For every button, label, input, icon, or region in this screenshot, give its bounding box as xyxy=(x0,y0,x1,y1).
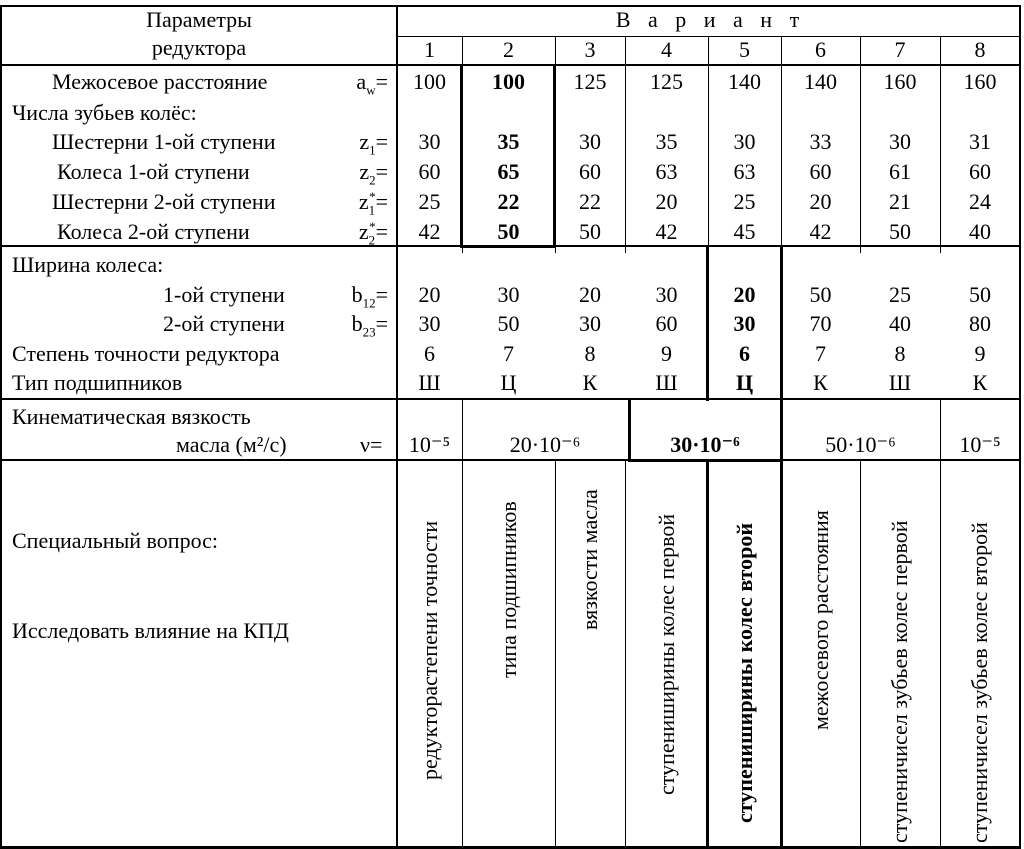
b12-label: 1-ой ступени xyxy=(163,282,285,307)
viscosity-v1: 10⁻⁵ xyxy=(408,432,451,457)
b12-symbol-eq: = xyxy=(375,282,388,307)
z2s-label: Колеса 2-ой ступени xyxy=(57,219,250,244)
b12-symbol xyxy=(351,282,388,311)
col2-box-bottom xyxy=(460,245,556,248)
viscosity-v8: 10⁻⁵ xyxy=(959,432,1001,457)
z1s-value-5: 25 xyxy=(733,189,756,214)
z2s-symbol-letter: z xyxy=(358,219,369,244)
special-topic-6: межосевого расстояния xyxy=(807,510,833,730)
bearing-value-7: Ш xyxy=(888,370,912,395)
z2-value-3: 60 xyxy=(579,159,601,184)
z2-value-7: 61 xyxy=(889,159,911,184)
variant-number-1: 1 xyxy=(424,37,435,62)
aw-symbol-letter: a xyxy=(356,69,367,94)
accuracy-value-5: 6 xyxy=(739,341,750,366)
z2-label: Колеса 1-ой ступени xyxy=(57,159,250,184)
z1s-symbol-sup: * xyxy=(369,188,376,204)
z1-symbol-eq: = xyxy=(375,129,388,154)
bearing-value-2: Ц xyxy=(500,370,517,395)
special-topic-2: типа подшипников xyxy=(495,501,521,678)
aw-symbol-sub: w xyxy=(366,82,376,98)
viscosity-v67: 50·10⁻⁶ xyxy=(825,432,896,457)
variant-number-4: 4 xyxy=(661,37,672,62)
z1s-symbol xyxy=(358,188,388,218)
variant-number-6: 6 xyxy=(815,37,826,62)
z1s-value-3: 22 xyxy=(579,189,601,214)
section-divider-2 xyxy=(0,398,1021,400)
aw-value-5: 140 xyxy=(728,69,761,94)
z2-symbol-eq: = xyxy=(375,159,388,184)
accuracy-value-3: 8 xyxy=(584,341,596,366)
aw-label: Межосевое расстояние xyxy=(52,69,268,94)
z2s-value-7: 50 xyxy=(889,219,911,244)
special-topic-1: редукторастепени точности xyxy=(416,520,442,780)
variant-number-3: 3 xyxy=(584,37,596,62)
z1s-value-6: 20 xyxy=(809,189,832,214)
z1s-value-1: 25 xyxy=(418,189,441,214)
z1-value-8: 31 xyxy=(969,129,991,154)
z1-value-1: 30 xyxy=(418,129,441,154)
aw-value-7: 160 xyxy=(883,69,917,94)
aw-symbol xyxy=(356,69,388,98)
col-divider-bottom-1 xyxy=(462,459,463,849)
col-divider-bottom-3 xyxy=(625,459,626,849)
b12-symbol-letter: b xyxy=(351,282,363,307)
b23-value-6: 70 xyxy=(809,311,832,336)
aw-value-4: 125 xyxy=(650,69,683,94)
b23-symbol xyxy=(351,311,388,340)
z2-symbol-sub: 2 xyxy=(369,172,376,188)
b12-value-3: 20 xyxy=(579,282,601,307)
aw-value-1: 100 xyxy=(413,69,446,94)
z2s-value-4: 42 xyxy=(655,219,678,244)
special-topic-5: ступениширины колес второй xyxy=(731,522,757,823)
accuracy-value-1: 6 xyxy=(424,341,435,366)
b12-value-5: 20 xyxy=(733,282,756,307)
z1s-label: Шестерни 2-ой ступени xyxy=(52,189,276,214)
teeth-header: Числа зубьев колёс: xyxy=(12,100,197,125)
bearing-value-5: Ц xyxy=(735,370,754,395)
z2-value-2: 65 xyxy=(497,159,520,184)
bearing-value-3: К xyxy=(582,370,598,395)
header-bottom xyxy=(0,64,1021,66)
b23-value-4: 60 xyxy=(655,311,678,336)
z2-value-5: 63 xyxy=(733,159,756,184)
b23-value-7: 40 xyxy=(889,311,911,336)
z1-value-4: 35 xyxy=(655,129,678,154)
accuracy-value-6: 7 xyxy=(815,341,826,366)
bearing-value-1: Ш xyxy=(418,370,441,395)
col-divider-bottom-2 xyxy=(555,459,556,849)
special-label2: Исследовать влияние на КПД xyxy=(12,618,289,643)
z2s-value-6: 42 xyxy=(809,219,832,244)
z1s-value-7: 21 xyxy=(889,189,911,214)
z2s-value-5: 45 xyxy=(733,219,756,244)
b12-value-7: 25 xyxy=(889,282,911,307)
b23-value-8: 80 xyxy=(969,311,991,336)
z2-value-6: 60 xyxy=(809,159,832,184)
z2s-symbol xyxy=(358,218,388,248)
z2-value-1: 60 xyxy=(418,159,441,184)
accuracy-value-8: 9 xyxy=(974,341,986,366)
accuracy-label: Степень точности редуктора xyxy=(12,341,280,366)
col5-bottom-right xyxy=(780,459,783,849)
z1s-value-8: 24 xyxy=(969,189,991,214)
b23-value-5: 30 xyxy=(733,311,756,336)
bearing-label: Тип подшипников xyxy=(12,370,183,395)
z1s-value-4: 20 xyxy=(655,189,678,214)
accuracy-value-7: 8 xyxy=(894,341,906,366)
z1-value-2: 35 xyxy=(497,129,520,154)
special-topic-8: ступеничисел зубьев колес второй xyxy=(967,522,992,843)
z2-value-8: 60 xyxy=(969,159,991,184)
z1-label: Шестерни 1-ой ступени xyxy=(52,129,276,154)
b23-value-1: 30 xyxy=(418,311,441,336)
col-divider-bottom-6 xyxy=(860,459,861,849)
col5-bottom-left xyxy=(706,459,709,849)
z1-value-3: 30 xyxy=(579,129,601,154)
z1-symbol xyxy=(359,129,388,158)
z1-symbol-letter: z xyxy=(359,129,370,154)
z1-value-7: 30 xyxy=(889,129,911,154)
aw-value-6: 140 xyxy=(804,69,837,94)
b23-symbol-sub: 23 xyxy=(362,324,376,340)
viscosity-symbol: ν= xyxy=(360,432,383,457)
special-label1: Специальный вопрос: xyxy=(12,528,218,553)
aw-value-8: 160 xyxy=(963,69,997,94)
width-header: Ширина колеса: xyxy=(12,252,164,277)
params-header-line2: редуктора xyxy=(151,35,247,60)
z2s-symbol-sub: 2 xyxy=(368,232,376,248)
aw-value-3: 125 xyxy=(573,69,607,94)
variant-label: В а р и а н т xyxy=(615,7,802,32)
table-border-left xyxy=(0,5,2,849)
viscosity-label-line1: Кинематическая вязкость xyxy=(12,404,251,429)
z2s-value-3: 50 xyxy=(579,219,601,244)
viscosity-v45: 30·10⁻⁶ xyxy=(670,432,740,457)
accuracy-value-4: 9 xyxy=(661,341,672,366)
bearing-value-8: К xyxy=(972,370,988,395)
b23-value-3: 30 xyxy=(579,311,601,336)
z2s-value-2: 50 xyxy=(497,219,520,244)
special-topic-7: ступеничисел зубьев колес первой xyxy=(887,520,912,843)
z2-value-4: 63 xyxy=(655,159,678,184)
variant-number-7: 7 xyxy=(894,37,906,62)
z2s-value-1: 42 xyxy=(418,219,441,244)
b12-value-4: 30 xyxy=(655,282,678,307)
variant-number-2: 2 xyxy=(503,37,514,62)
special-topic-4: ступениширины колес первой xyxy=(653,513,679,795)
bearing-value-6: К xyxy=(813,370,828,395)
b12-symbol-sub: 12 xyxy=(362,295,376,311)
variant-number-5: 5 xyxy=(739,37,750,62)
z2s-value-8: 40 xyxy=(969,219,991,244)
viscosity-label-line2: масла (м²/с) xyxy=(176,432,287,457)
bearing-value-4: Ш xyxy=(655,370,678,395)
z1-value-5: 30 xyxy=(733,129,756,154)
z1s-value-2: 22 xyxy=(497,189,520,214)
aw-value-2: 100 xyxy=(492,69,525,94)
special-topic-3: вязкости масла xyxy=(577,489,602,630)
b23-symbol-eq: = xyxy=(375,311,388,336)
z1s-symbol-letter: z xyxy=(358,189,369,214)
b12-value-1: 20 xyxy=(418,282,441,307)
z1s-symbol-eq: = xyxy=(375,189,388,214)
z1-symbol-sub: 1 xyxy=(369,142,376,158)
b23-label: 2-ой ступени xyxy=(163,311,285,336)
params-header-line1: Параметры xyxy=(146,7,252,32)
col-divider-bottom-7 xyxy=(940,459,941,849)
b12-value-2: 30 xyxy=(497,282,520,307)
b12-value-8: 50 xyxy=(969,282,991,307)
z2-symbol-letter: z xyxy=(359,159,370,184)
b12-value-6: 50 xyxy=(809,282,832,307)
aw-symbol-eq: = xyxy=(375,69,388,94)
z2s-symbol-eq: = xyxy=(375,219,388,244)
z2-symbol xyxy=(359,159,388,188)
b23-value-2: 50 xyxy=(497,311,520,336)
variant-number-8: 8 xyxy=(974,37,986,62)
accuracy-value-2: 7 xyxy=(503,341,514,366)
viscosity-v23: 20·10⁻⁶ xyxy=(509,432,581,457)
z1s-symbol-sub: 1 xyxy=(368,202,376,218)
b23-symbol-letter: b xyxy=(351,311,363,336)
section-divider-3 xyxy=(0,459,1021,461)
z1-value-6: 33 xyxy=(809,129,832,154)
z2s-symbol-sup: * xyxy=(369,218,376,234)
